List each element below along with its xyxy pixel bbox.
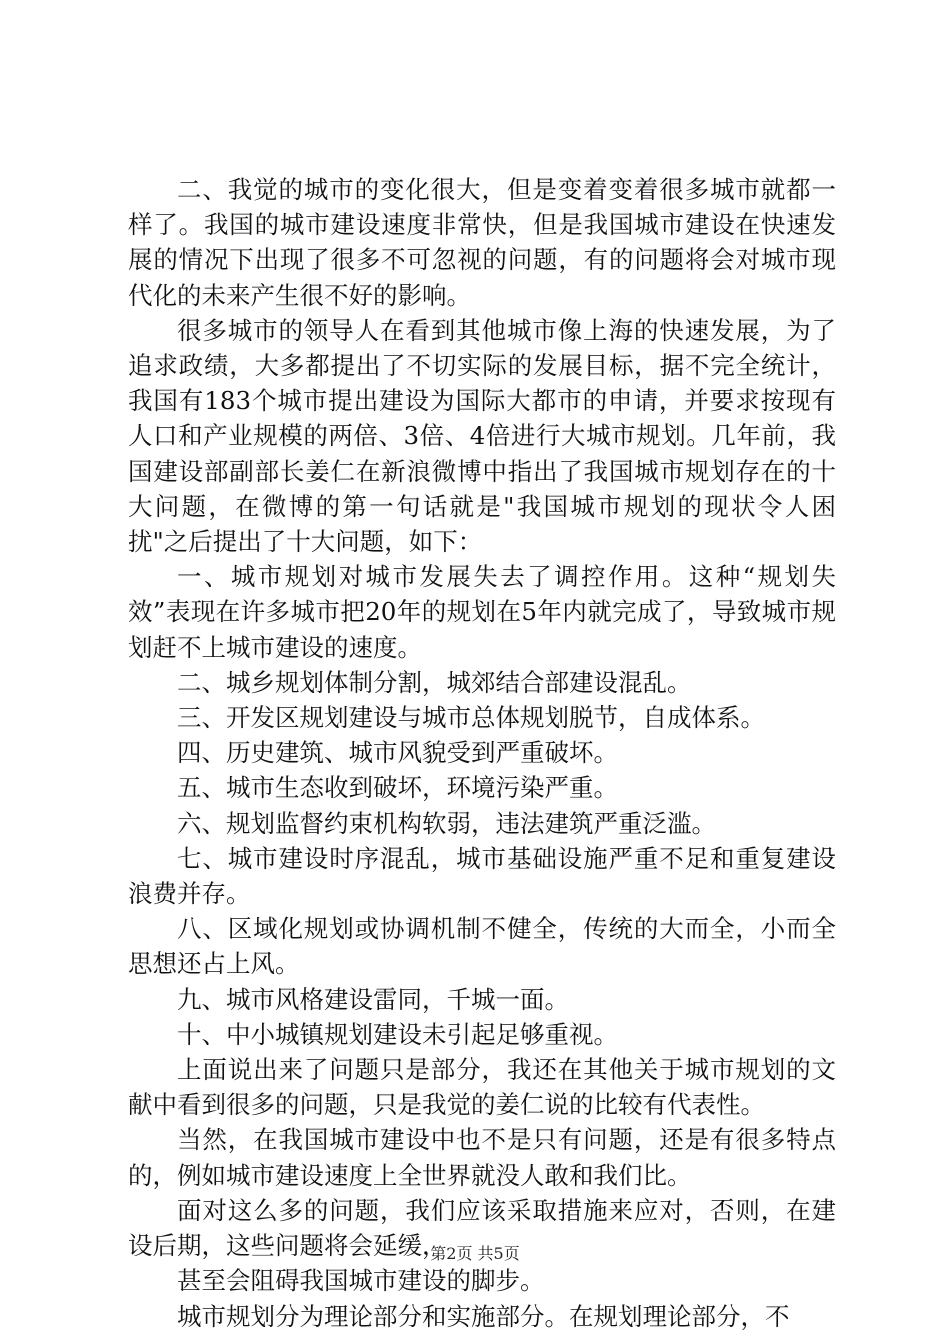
paragraph: 很多城市的领导人在看到其他城市像上海的快速发展，为了追求政绩，大多都提出了不切实际的发展目标，据不完全统计，我国有183个城市提出建设为国际大都市的申请，并要求按现有人口和产业规模的两倍、3倍、4倍进行大城市规划。几年前，我国建设部副部长姜仁在新浪微博中指出了我国城市规划存在的十大问题，在微博的第一句话就是"我国城市规划的现状令人困扰"之后提出了十大问题，如下： (128, 315, 836, 557)
paragraph: 甚至会阻碍我国城市建设的脚步。 (177, 1266, 545, 1296)
paragraph: 一、城市规划对城市发展失去了调控作用。这种“规划失效”表现在许多城市把20年的规划在5年内就完成了，导致城市规划赶不上城市建设的速度。 (128, 562, 836, 662)
paragraph: 六、规划监督约束机构软弱，违法建筑严重泛滥。 (177, 808, 716, 838)
paragraph: 当然，在我国城市建设中也不是只有问题，还是有很多特点的，例如城市建设速度上全世界就没人敢和我们比。 (128, 1125, 836, 1190)
paragraph: 九、城市风格建设雷同，千城一面。 (177, 984, 569, 1014)
paragraph: 二、城乡规划体制分割，城郊结合部建设混乱。 (177, 667, 692, 697)
paragraph: 面对这么多的问题，我们应该采取措施来应对，否则，在建设后期，这些问题将会延缓， (128, 1195, 836, 1261)
paragraph: 八、区域化规划或协调机制不健全，传统的大而全，小而全思想还占上风。 (128, 914, 836, 979)
paragraph: 七、城市建设时序混乱，城市基础设施严重不足和重复建设浪费并存。 (128, 843, 836, 909)
paragraph: 二、我觉的城市的变化很大，但是变着变着很多城市就都一样了。我国的城市建设速度非常快，但是我国城市建设在快速发展的情况下出现了很多不可忽视的问题，有的问题将会对城市现代化的未来产生很不好的影响。 (128, 175, 836, 310)
paragraph: 五、城市生态收到破坏，环境污染严重。 (177, 773, 618, 803)
paragraph: 三、开发区规划建设与城市总体规划脱节，自成体系。 (177, 703, 765, 733)
document-body (128, 172, 836, 1334)
paragraph: 四、历史建筑、城市风貌受到严重破坏。 (177, 738, 618, 768)
paragraph: 上面说出来了问题只是部分，我还在其他关于城市规划的文献中看到很多的问题，只是我觉的姜仁说的比较有代表性。 (128, 1055, 836, 1120)
paragraph: 十、中小城镇规划建设未引起足够重视。 (177, 1019, 618, 1049)
paragraph: 城市规划分为理论部分和实施部分。在规划理论部分，不 (177, 1301, 790, 1331)
page-number-footer: 第2页 共5页 (430, 1244, 520, 1263)
